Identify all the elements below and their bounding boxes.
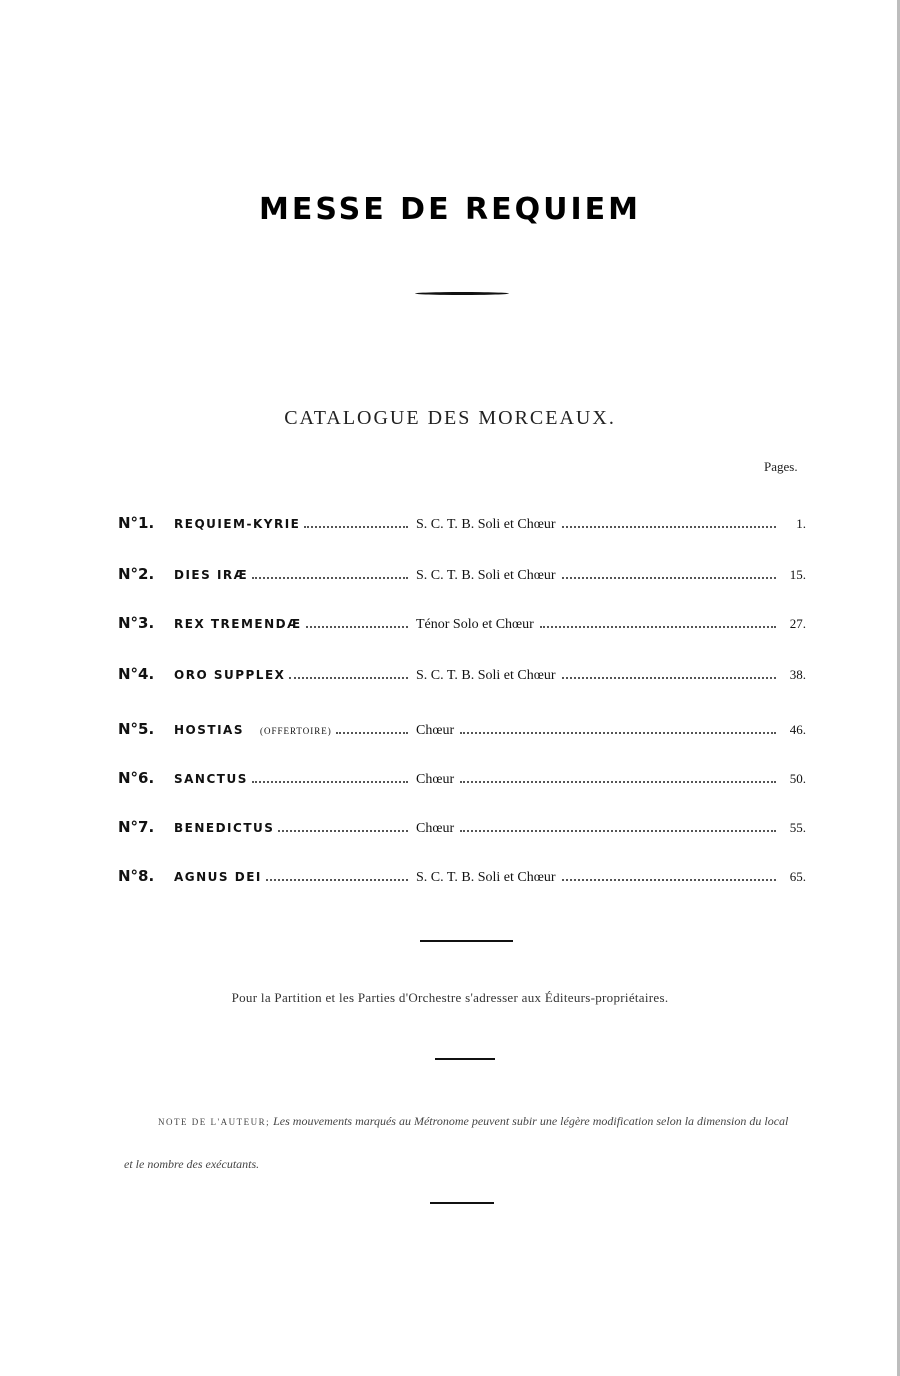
dot-leader bbox=[266, 879, 408, 881]
catalogue-entry bbox=[118, 614, 806, 638]
entry-number: N°8. bbox=[118, 867, 155, 885]
entry-title: BENEDICTUS bbox=[174, 821, 275, 835]
entry-title: REQUIEM-KYRIE bbox=[174, 517, 301, 531]
section-divider bbox=[435, 1058, 495, 1060]
entry-voices: S. C. T. B. Soli et Chœur bbox=[416, 668, 556, 683]
entry-title: DIES IRÆ bbox=[174, 568, 249, 582]
entry-number: N°2. bbox=[118, 565, 155, 583]
entry-number: N°3. bbox=[118, 614, 155, 632]
orchestra-note: Pour la Partition et les Parties d'Orchestre s'adresser aux Éditeurs-propriétaires. bbox=[231, 990, 669, 1005]
catalogue-entry bbox=[118, 665, 806, 689]
author-note-lead: NOTE DE L'AUTEUR; bbox=[158, 1117, 271, 1127]
entry-voices: S. C. T. B. Soli et Chœur bbox=[416, 568, 556, 583]
catalogue-entry bbox=[118, 514, 806, 538]
dot-leader bbox=[460, 781, 776, 783]
dot-leader bbox=[336, 732, 408, 734]
entry-page: 15. bbox=[789, 567, 806, 582]
page-title: MESSE DE REQUIEM bbox=[259, 192, 641, 227]
dot-leader bbox=[540, 626, 776, 628]
dot-leader bbox=[562, 577, 776, 579]
entry-page: 50. bbox=[789, 771, 806, 786]
catalogue-entry bbox=[118, 720, 806, 744]
entry-number: N°7. bbox=[118, 818, 155, 836]
entry-title: SANCTUS bbox=[174, 772, 248, 786]
entry-number: N°1. bbox=[118, 514, 155, 532]
catalogue-entry bbox=[118, 818, 806, 842]
entry-page: 55. bbox=[789, 820, 806, 835]
entry-page: 65. bbox=[789, 869, 806, 884]
section-divider bbox=[420, 940, 513, 942]
entry-number: N°5. bbox=[118, 720, 155, 738]
dot-leader bbox=[562, 677, 776, 679]
dot-leader bbox=[306, 626, 408, 628]
pages-label: Pages. bbox=[764, 459, 798, 474]
catalogue-entry bbox=[118, 867, 806, 891]
catalogue-heading: CATALOGUE DES MORCEAUX. bbox=[284, 407, 616, 429]
dot-leader bbox=[460, 732, 776, 734]
dot-leader bbox=[289, 677, 408, 679]
entry-title: AGNUS DEI bbox=[174, 870, 262, 884]
entry-number: N°4. bbox=[118, 665, 155, 683]
dot-leader bbox=[304, 526, 408, 528]
entry-title: HOSTIAS bbox=[174, 723, 244, 737]
section-divider bbox=[430, 1202, 494, 1204]
catalogue-entry bbox=[118, 565, 806, 589]
catalogue-entry bbox=[118, 769, 806, 793]
author-note-body: Les mouvements marqués au Métronome peuvent subir une légère modification selon la dimension du local et le nombre des exécutants. bbox=[124, 1114, 789, 1171]
entry-voices: Chœur bbox=[416, 723, 455, 738]
entry-voices: S. C. T. B. Soli et Chœur bbox=[416, 870, 556, 885]
dot-leader bbox=[252, 781, 408, 783]
entry-page: 27. bbox=[789, 616, 806, 631]
dot-leader bbox=[562, 526, 776, 528]
entry-page: 38. bbox=[789, 667, 806, 682]
entry-voices: Chœur bbox=[416, 821, 455, 836]
entry-voices: S. C. T. B. Soli et Chœur bbox=[416, 517, 556, 532]
title-divider bbox=[415, 292, 509, 295]
dot-leader bbox=[278, 830, 408, 832]
entry-number: N°6. bbox=[118, 769, 155, 787]
entry-title: ORO SUPPLEX bbox=[174, 668, 286, 682]
dot-leader bbox=[252, 577, 408, 579]
entry-subtitle: (OFFERTOIRE) bbox=[259, 726, 332, 736]
entry-voices: Ténor Solo et Chœur bbox=[416, 617, 534, 632]
dot-leader bbox=[460, 830, 776, 832]
entry-page: 1. bbox=[796, 516, 806, 531]
entry-page: 46. bbox=[789, 722, 806, 737]
entry-voices: Chœur bbox=[416, 772, 455, 787]
dot-leader bbox=[562, 879, 776, 881]
entry-title: REX TREMENDÆ bbox=[174, 617, 302, 631]
author-note bbox=[124, 1100, 792, 1185]
